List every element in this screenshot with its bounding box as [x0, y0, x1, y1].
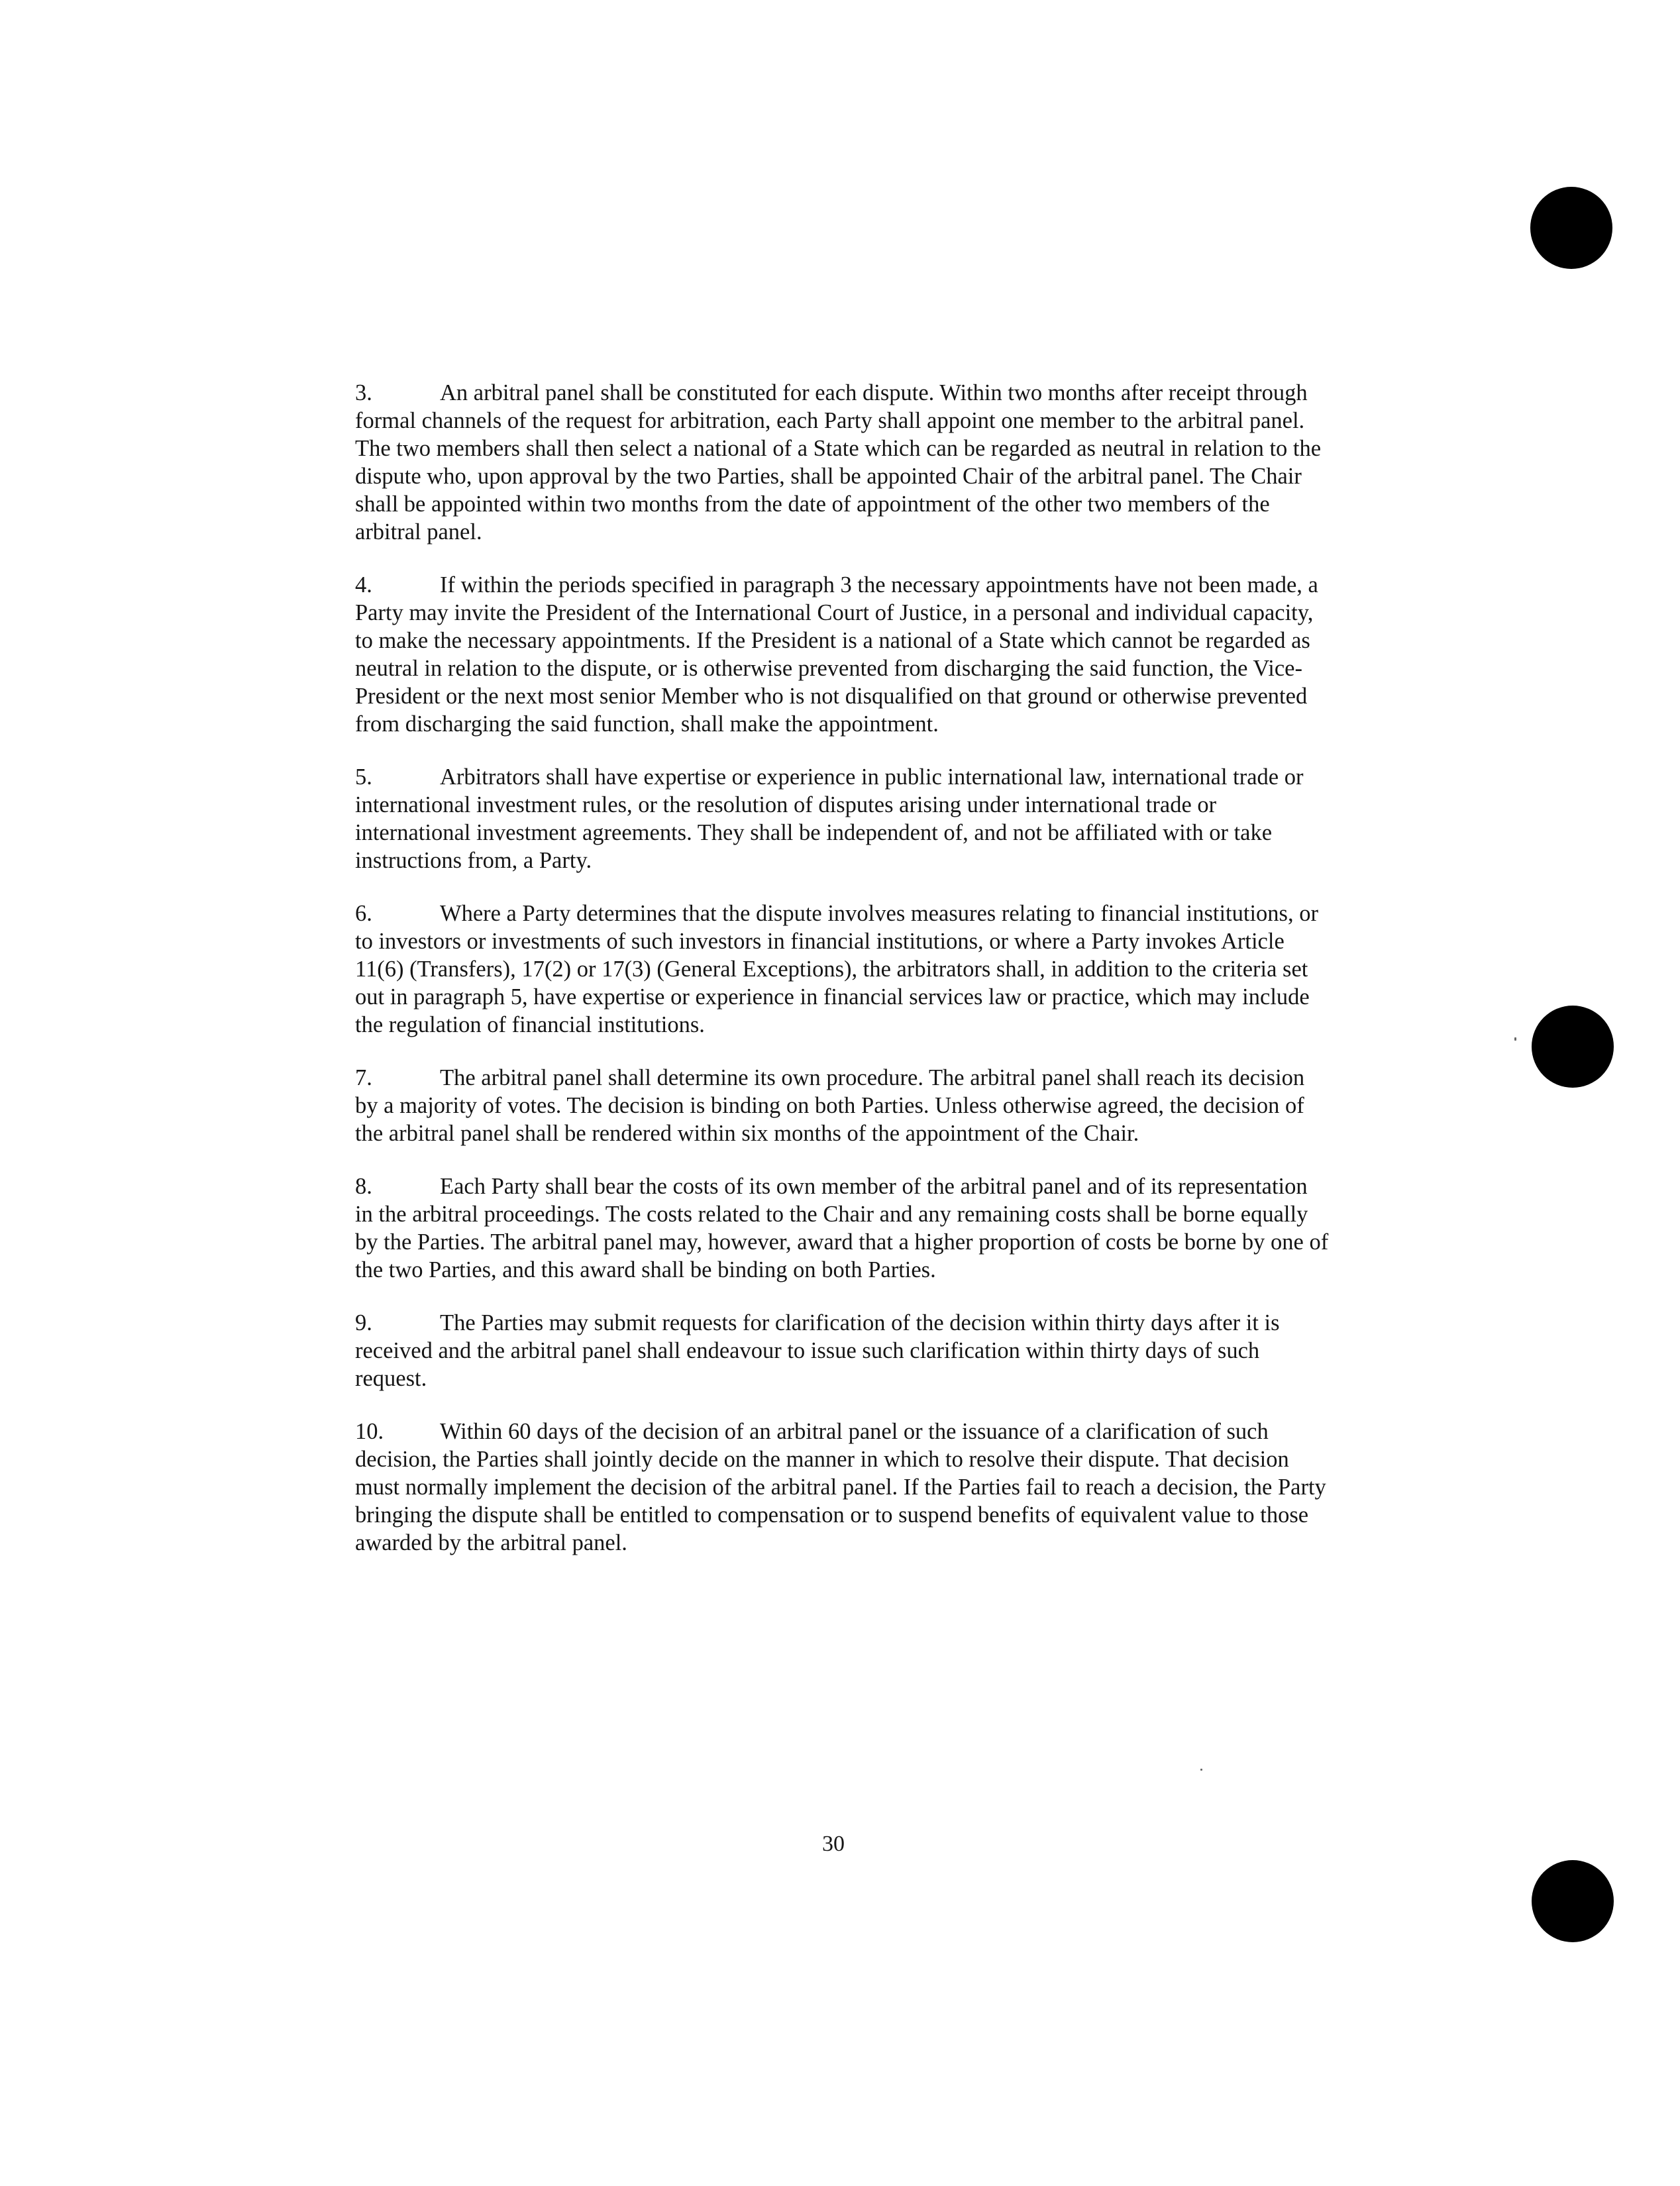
scan-speck [1514, 1037, 1516, 1041]
punch-hole-top [1530, 187, 1612, 269]
paragraph-8 [355, 1172, 1329, 1284]
paragraph-5 [355, 763, 1329, 874]
paragraph-number: 7. [355, 1065, 372, 1090]
paragraph-10 [355, 1418, 1329, 1557]
scan-speck [1200, 1769, 1202, 1771]
paragraph-text: Within 60 days of the decision of an arbitral panel or the issuance of a clarification of such decision, the Parties shall jointly decide on the manner in which to resolve their dispute. That decision must normally implement the decision of the arbitral panel. If the Parties fail to reach a decision, the Party bringing the dispute shall be entitled to compensation or to suspend benefits of equivalent value to those awarded by the arbitral panel. [355, 1419, 1326, 1555]
paragraph-9 [355, 1309, 1329, 1392]
paragraph-number: 3. [355, 380, 372, 405]
paragraph-text: Each Party shall bear the costs of its own member of the arbitral panel and of its representation in the arbitral proceedings. The costs related to the Chair and any remaining costs shall be borne equally by the Parties. The arbitral panel may, however, award that a higher proportion of costs be borne by one of the two Parties, and this award shall be binding on both Parties. [355, 1174, 1329, 1282]
paragraph-number: 5. [355, 764, 372, 790]
paragraph-4 [355, 571, 1329, 738]
paragraph-number: 10. [355, 1419, 384, 1444]
paragraph-7 [355, 1064, 1329, 1147]
paragraph-number: 9. [355, 1310, 372, 1335]
paragraph-text: Arbitrators shall have expertise or experience in public international law, international trade or international investment rules, or the resolution of disputes arising under international trade or international investment agreements. They shall be independent of, and not be affiliated with or take instructions from, a Party. [355, 764, 1304, 873]
paragraph-text: The arbitral panel shall determine its own procedure. The arbitral panel shall reach its decision by a majority of votes. The decision is binding on both Parties. Unless otherwise agreed, the decision of the arbitral panel shall be rendered within six months of the appointment of the Chair. [355, 1065, 1305, 1146]
paragraph-number: 6. [355, 901, 372, 926]
paragraph-text: If within the periods specified in paragraph 3 the necessary appointments have not been made, a Party may invite the President of the International Court of Justice, in a personal and individual capacity, to make the necessary appointments. If the President is a national of a State which cannot be regarded as neutral in relation to the dispute, or is otherwise prevented from discharging the said function, the Vice-President or the next most senior Member who is not disqualified on that ground or otherwise prevented from discharging the said function, shall make the appointment. [355, 572, 1318, 737]
paragraph-number: 8. [355, 1174, 372, 1199]
punch-hole-middle [1532, 1006, 1614, 1088]
paragraph-3 [355, 379, 1329, 546]
document-body [355, 379, 1329, 1582]
paragraph-number: 4. [355, 572, 372, 598]
punch-hole-bottom [1532, 1860, 1614, 1942]
paragraph-text: Where a Party determines that the dispute involves measures relating to financial institutions, or to investors or investments of such investors in financial institutions, or where a Party invokes Article 11(6) (Transfers), 17(2) or 17(3) (General Exceptions), the arbitrators shall, in addition to the criteria set out in paragraph 5, have expertise or experience in financial services law or practice, which may include the regulation of financial institutions. [355, 901, 1318, 1037]
paragraph-6 [355, 900, 1329, 1039]
page-number: 30 [822, 1832, 845, 1856]
paragraph-text: The Parties may submit requests for clarification of the decision within thirty days after it is received and the arbitral panel shall endeavour to issue such clarification within thirty days of such request. [355, 1310, 1280, 1391]
paragraph-text: An arbitral panel shall be constituted for each dispute. Within two months after receipt through formal channels of the request for arbitration, each Party shall appoint one member to the arbitral panel. The two members shall then select a national of a State which can be regarded as neutral in relation to the dispute who, upon approval by the two Parties, shall be appointed Chair of the arbitral panel. The Chair shall be appointed within two months from the date of appointment of the other two members of the arbitral panel. [355, 380, 1322, 545]
